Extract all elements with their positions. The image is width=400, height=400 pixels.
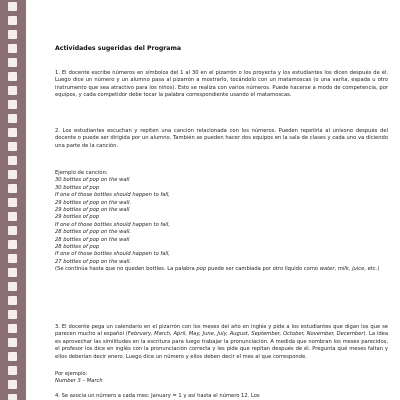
song-note: (Se continúa hasta que no queden bottles. La palabra pop puede ser cambiada por otro líquido como water, milk, juice, etc.) [55, 266, 380, 273]
binding-hole [8, 58, 17, 67]
activity-4-paragraph: 4. Se asocia un número a cada mes: January = 1 y así hasta el número 12. Los [55, 393, 260, 399]
binding-hole [8, 254, 17, 263]
activity-3-paragraph [55, 324, 388, 361]
activity-3-months: February, March, April, May, June, July, August, September, October, November, December [127, 331, 364, 338]
binding-hole [8, 156, 17, 165]
binding-hole [8, 198, 17, 207]
song-note-part: puede ser cambiada por otro líquido como [207, 266, 319, 273]
binding-hole [8, 142, 17, 151]
binding-hole [8, 282, 17, 291]
example-line: Number 3 – March [55, 378, 103, 385]
song-line: 28 bottles of pop on the wall. [55, 229, 132, 236]
song-note-word-juice: juice [352, 266, 365, 273]
song-line: If one of those bottles should happen to fall, [55, 192, 170, 199]
song-line: 29 bottles of pop on the wall [55, 207, 130, 214]
binding-hole [8, 100, 17, 109]
binding-hole [8, 114, 17, 123]
binding-hole [8, 170, 17, 179]
song-line: 27 bottles of pop on the wall. [55, 258, 132, 265]
song-line: 30 bottles of pop [55, 184, 100, 191]
activity-3-text: 3. El docente pega un calendario en el pizarrón con los meses del año en inglés y pide a los estudiantes que digan los que se parecen mucho al español ( [55, 324, 388, 338]
binding-hole [8, 240, 17, 249]
binding-holes [4, 0, 22, 400]
spiral-binding-strip [0, 0, 26, 400]
binding-hole [8, 2, 17, 11]
song-line: 28 bottles of pop on the wall [55, 236, 130, 243]
activity-1-paragraph: 1. El docente escribe números en símbolos del 1 al 30 en el pizarrón o los proyecta y los estudiantes los dicen después de él. Luego dice un número y un alumno pasa al pizarrón a mostrarlo, tocándolo con un matamoscas (o una varita, espada u otro instrumento que sea atractivo para los niños). Esto se realiza con varios números. Puede hacerse a modo de competencia, por equipos, y cada competidor debe tocar la palabra correspondiente usando el matamoscas. [55, 70, 388, 99]
document-page [55, 0, 390, 400]
section-title: Actividades sugeridas del Programa [55, 45, 182, 52]
song-note-word-water: water [319, 266, 335, 273]
binding-hole [8, 352, 17, 361]
binding-hole [8, 394, 17, 400]
song-line: 29 bottles of pop [55, 214, 100, 221]
activity-2-paragraph: 2. Los estudiantes escuchan y repiten una canción relacionada con los números. Pueden repetirla al unísono después del docente o puede ser dirigida por un alumno. También se pueden hacer dos equipos en la sala de clases y cada uno va diciendo una parte de la canción. [55, 128, 388, 149]
binding-hole [8, 184, 17, 193]
activity-3-text-2: ). La idea es aprovechar las similitudes en la escritura para luego trabajar la pronunciación. A medida que nombran los meses parecidos, el profesor los dice en inglés con la pronunciación correcta y les pide que repitan después de él. Pregunta qué meses faltan y ellos deberían decir enero. Luego dice un número y ellos deben decir el mes al que corresponde. [55, 331, 388, 360]
binding-hole [8, 86, 17, 95]
example-block [55, 371, 103, 386]
binding-hole [8, 338, 17, 347]
binding-hole [8, 268, 17, 277]
song-note-word-milk: milk [337, 266, 349, 273]
binding-hole [8, 128, 17, 137]
song-line: 30 bottles of pop on the wall [55, 177, 130, 184]
binding-hole [8, 16, 17, 25]
binding-hole [8, 212, 17, 221]
binding-hole [8, 226, 17, 235]
song-note-end: etc.) [367, 266, 380, 273]
song-line: If one of those bottles should happen to fall, [55, 221, 170, 228]
song-line: If one of those bottles should happen to fall, [55, 251, 170, 258]
song-example [55, 170, 388, 274]
binding-hole [8, 296, 17, 305]
song-note-part: (Se continúa hasta que no queden bottles. La palabra [55, 266, 195, 273]
binding-hole [8, 366, 17, 375]
binding-hole [8, 310, 17, 319]
song-heading: Ejemplo de canción: [55, 170, 108, 176]
binding-hole [8, 44, 17, 53]
binding-hole [8, 72, 17, 81]
binding-hole [8, 30, 17, 39]
song-line: 29 bottles of pop on the wall. [55, 199, 132, 206]
song-line: 28 bottles of pop [55, 244, 100, 251]
example-heading: Por ejemplo: [55, 371, 88, 377]
binding-hole [8, 324, 17, 333]
song-note-word-pop: pop [196, 266, 207, 273]
binding-hole [8, 380, 17, 389]
